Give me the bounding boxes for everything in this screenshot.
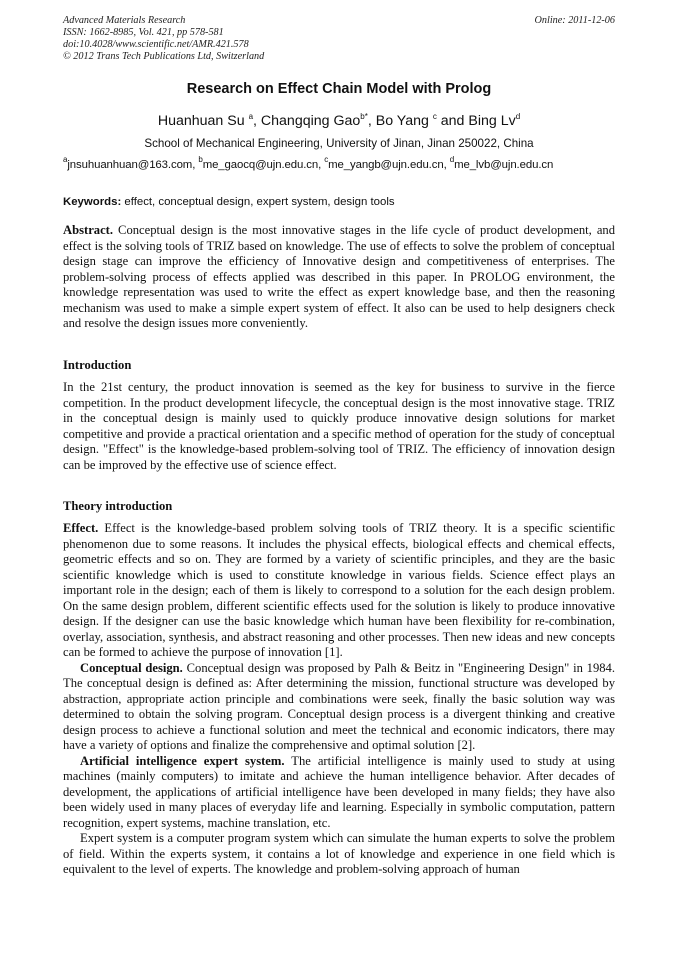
abstract (63, 223, 615, 332)
keywords (63, 196, 615, 208)
email-address[interactable]: me_lvb@ujn.edu.cn (454, 159, 554, 171)
author-mark: d (515, 112, 521, 121)
effect-text: Effect is the knowledge-based problem solving tools of TRIZ theory. It is a specific scientific phenomenon due to some reasons. It includes the physical effects, biological effects and chemical effects, geometric effects and so on. They are formed by a variety of scientific principles, and they are the basic scientific knowledge which is used to constitute knowledge in various fields. Science effect plays an important role in the design; each of them is likely to correspond to a solution for the each design problem. On the same design problem, different scientific effects used for the solution is likely to produce innovative design. If the designer can use the basic knowledge which human have been flexibility for re-combination, overlay, association, synthesis, and abstract reasoning and other processes. Then new ideas and new concepts can be formed to achieve the purpose of innovation [1]. (63, 521, 615, 659)
author-mark: b* (360, 112, 368, 121)
effect-label: Effect. (63, 521, 99, 535)
author-separator: , (253, 113, 261, 129)
abstract-text: Conceptual design is the most innovative stages in the life cycle of product development, and effect is the solving tools of TRIZ based on knowledge. The use of effects to solve the problem of conceptual design stage can improve the efficiency of Innovative design and competitiveness of enterprises. The problem-solving process of effects applied was described in this paper. In PROLOG environment, the knowledge representation was used to write the effect as expert knowledge base, and then the reasoning mechanism was used to make a simple expert system of effect. It also can be used to help designers check and resolve the design issues more conveniently. (63, 223, 615, 330)
email-list: $^a$jnsuhuanhuan@163.com, $^b$me_gaocq@ujn.edu.cn, $^c$me_yangb@ujn.edu.cn, $^d$me_lvb@ujn.edu.cn (63, 155, 554, 171)
author-name: Bo Yang (375, 113, 433, 129)
author-name: Changqing Gao (260, 113, 361, 129)
author-separator: and (436, 113, 469, 129)
email-mark: d (449, 155, 455, 164)
issn-line: ISSN: 1662-8985, Vol. 421, pp 578-581 (63, 27, 224, 38)
author-separator: , (367, 113, 376, 129)
email-mark: c (324, 155, 329, 164)
theory-heading: Theory introduction (63, 499, 173, 513)
keywords-label: Keywords: (63, 196, 122, 208)
running-header (63, 15, 615, 63)
email-mark: b (198, 155, 203, 164)
ai-expert-system-text: The artificial intelligence is mainly used to study at using machines (mainly computers) to imitate and achieve the human intelligence behavior. After decades of development, the applications of artificial intelligence have been developed in many fields; they have also been widely used in many places of everyday life and learning. Especially in symbolic computation, pattern recognition, expert systems, machine translation, etc. (63, 753, 615, 830)
expert-system-text: Expert system is a computer program system which can simulate the human experts to solve the problem of field. Within the experts system, it contains a lot of knowledge and experience in one field which is equivalent to the level of experts. The knowledge and problem-solving approach of human (63, 831, 615, 876)
email-address[interactable]: jnsuhuanhuan@163.com (67, 159, 193, 171)
author-mark: c (432, 112, 437, 121)
keywords-text: effect, conceptual design, expert system, design tools (121, 196, 395, 208)
author-mark: a (248, 112, 254, 121)
email-mark: a (63, 155, 68, 164)
affiliation: School of Mechanical Engineering, University of Jinan, Jinan 250022, China (144, 137, 534, 150)
online-date: Online: 2011-12-06 (534, 15, 615, 26)
copyright-line: © 2012 Trans Tech Publications Ltd, Switzerland (63, 51, 265, 62)
introduction-body (63, 380, 615, 473)
author-name: Huanhuan Su (157, 113, 249, 129)
introduction-heading: Introduction (63, 358, 132, 372)
ai-expert-system-label: Artificial intelligence expert system. (80, 753, 285, 768)
abstract-label: Abstract. (63, 223, 114, 237)
conceptual-design-label: Conceptual design. (80, 660, 183, 675)
author-name: Bing Lv (468, 113, 516, 129)
theory-body (63, 521, 615, 878)
email-address[interactable]: me_yangb@ujn.edu.cn (328, 159, 444, 171)
doi-line: doi:10.4028/www.scientific.net/AMR.421.578 (63, 39, 249, 50)
journal-name: Advanced Materials Research (63, 15, 186, 26)
author-list (0, 113, 678, 129)
email-address[interactable]: me_gaocq@ujn.edu.cn (202, 159, 319, 171)
paper-title: Research on Effect Chain Model with Prolog (186, 81, 492, 97)
introduction-text: In the 21st century, the product innovation is seemed as the key for business to survive in the fierce competition. In the product development lifecycle, the conceptual design is the most innovative stage. TRIZ in the conceptual design is mainly used to quickly produce innovative design solutions for market competitive and provide a practical orientation and a specific method of operation for the study of conceptual design. "Effect" is the knowledge-based problem-solving tool of TRIZ. The efficiency of innovation design can be improved by the effective use of science effect. (63, 380, 615, 472)
conceptual-design-text: Conceptual design was proposed by Palh & Beitz in "Engineering Design" in 1984. The conceptual design is defined as: After determining the mission, functional structure was developed by abstraction, appropriate action principle and combinations were seek, finally the basic solution way was determined to obtain the solving program. Conceptual design process is a divergent thinking and creative design process to achieve a functional solution and meet the technical and economic indicators, there may have a variety of options and finalize the comprehensive and optimal solution [2]. (63, 660, 615, 752)
